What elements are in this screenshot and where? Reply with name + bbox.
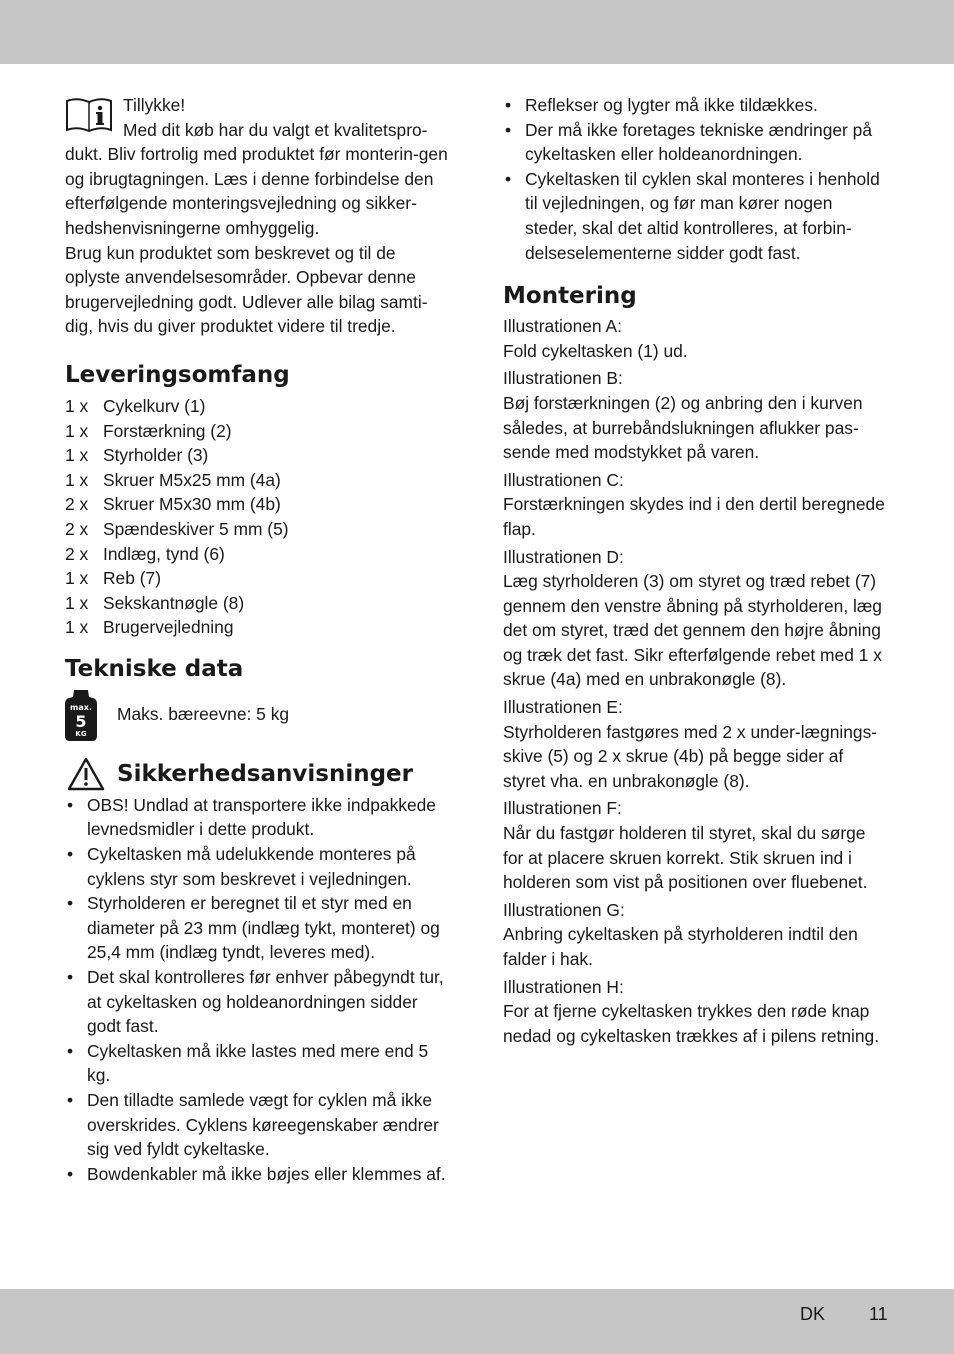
assembly-step: Illustrationen A: Fold cykeltasken (1) ud.: [503, 316, 688, 361]
load-capacity-text: Maks. bæreevne: 5 kg: [117, 704, 290, 725]
assembly-step: Illustrationen C: Forstærkningen skydes ind i den dertil beregnede flap.: [503, 469, 885, 539]
assembly-step: Illustrationen E: Styrholderen fastgøres med 2 x under-lægnings-skive (5) og 2 x skrue (4b) på begge sider af styret vha. en unbrakonøgle (8).: [503, 697, 878, 791]
page-number: 11: [869, 1304, 888, 1324]
intro-text: dukt. Bliv fortrolig med produktet før monterin-gen og ibrugtagningen. Læs i denne forbindelse den efterfølgende monteringsvejledning og sikker-hedshenvisningerne omhyggelig.: [65, 144, 448, 238]
list-item: 1 x Reb (7): [65, 568, 161, 589]
intro-text-indented: Med dit køb har du valgt et kvalitetspro-: [123, 119, 428, 140]
list-item: • Cykeltasken til cyklen skal monteres i henhold til vejledningen, og før man kører nogen steder, skal det altid kontrolleres, at forbin-delseselementerne sidder godt fast.: [503, 167, 889, 265]
assembly-step: Illustrationen B: Bøj forstærkningen (2) og anbring den i kurven således, at burrebåndslukningen aflukker pas-sende med modstykket på varen.: [503, 368, 863, 463]
left-column: [65, 93, 453, 1186]
safety-list-continued: [503, 93, 889, 265]
list-item: 1 x Forstærkning (2): [65, 420, 232, 441]
list-item: • OBS! Undlad at transportere ikke indpakkede levnedsmidler i dette produkt.: [65, 793, 453, 842]
list-item: • Bowdenkabler må ikke bøjes eller klemmes af.: [65, 1162, 453, 1187]
svg-text:KG: KG: [75, 729, 87, 738]
right-column: [503, 93, 889, 1048]
list-item: 2 x Indlæg, tynd (6): [65, 543, 225, 564]
header-bar: [0, 0, 954, 64]
list-item: 1 x Brugervejledning: [65, 617, 234, 638]
list-item: 2 x Spændeskiver 5 mm (5): [65, 518, 289, 539]
list-item: • Den tilladte samlede vægt for cyklen må ikke overskrides. Cyklens køreegenskaber ændrer sig ved fyldt cykeltaske.: [65, 1088, 453, 1162]
warning-icon: [67, 757, 105, 791]
list-item: 1 x Cykelkurv (1): [65, 395, 206, 416]
svg-text:max.: max.: [70, 702, 92, 712]
greeting-text: Tillykke!: [123, 95, 186, 115]
heading-leveringsomfang: Leveringsomfang: [65, 361, 290, 388]
intro-text-2: Brug kun produktet som beskrevet og til de oplyste anvendelsesområder. Opbevar denne brugervejledning godt. Udlever alle bilag samti-dig, hvis du giver produktet videre til tredje.: [65, 242, 428, 337]
list-item: • Reflekser og lygter må ikke tildækkes.: [503, 93, 889, 118]
assembly-step: Illustrationen D: Læg styrholderen (3) om styret og træd rebet (7) gennem den venstre åbning på styrholderen, læg det om styret, træd det gennem den højre åbning og træk det fast. Sikr efterfølgende rebet med 1 x skrue (4a) med en unbrakonøgle (8).: [503, 546, 882, 690]
list-item: • Styrholderen er beregnet til et styr med en diameter på 23 mm (indlæg tykt, monteret) og 25,4 mm (indlæg tyndt, leveres med).: [65, 891, 453, 965]
list-item: • Der må ikke foretages tekniske ændringer på cykeltasken eller holdeanordningen.: [503, 118, 889, 167]
load-capacity-row: [65, 688, 453, 741]
intro-section: [65, 93, 453, 339]
assembly-step: Illustrationen G: Anbring cykeltasken på styrholderen indtil den falder i hak.: [503, 899, 858, 969]
heading-montering: Montering: [503, 283, 637, 310]
assembly-step: Illustrationen F: Når du fastgør holderen til styret, skal du sørge for at placere skruen korrekt. Stik skruen ind i holderen som vist på positionen over fluebenet.: [503, 798, 868, 893]
list-item: • Cykeltasken må udelukkende monteres på cyklens styr som beskrevet i vejledningen.: [65, 842, 453, 891]
heading-tekniske-data: Tekniske data: [65, 655, 244, 682]
list-item: 2 x Skruer M5x30 mm (4b): [65, 494, 281, 515]
heading-sikkerhed: Sikkerhedsanvisninger: [65, 757, 453, 791]
footer-language: DK: [800, 1304, 826, 1324]
list-item: 1 x Styrholder (3): [65, 445, 209, 466]
assembly-step: Illustrationen H: For at fjerne cykeltasken trykkes den røde knap nedad og cykeltasken trækkes af i pilens retning.: [503, 976, 880, 1046]
safety-list: [65, 793, 453, 1187]
list-item: 1 x Skruer M5x25 mm (4a): [65, 469, 281, 490]
weight-icon: [65, 688, 97, 741]
list-item: 1 x Sekskantnøgle (8): [65, 592, 245, 613]
delivery-list: [65, 394, 453, 640]
info-book-icon: [65, 96, 113, 132]
list-item: • Det skal kontrolleres før enhver påbegyndt tur, at cykeltasken og holdeanordningen sidder godt fast.: [65, 965, 453, 1039]
assembly-steps: [503, 314, 889, 1048]
svg-text:5: 5: [75, 711, 87, 731]
list-item: • Cykeltasken må ikke lastes med mere end 5 kg.: [65, 1039, 453, 1088]
